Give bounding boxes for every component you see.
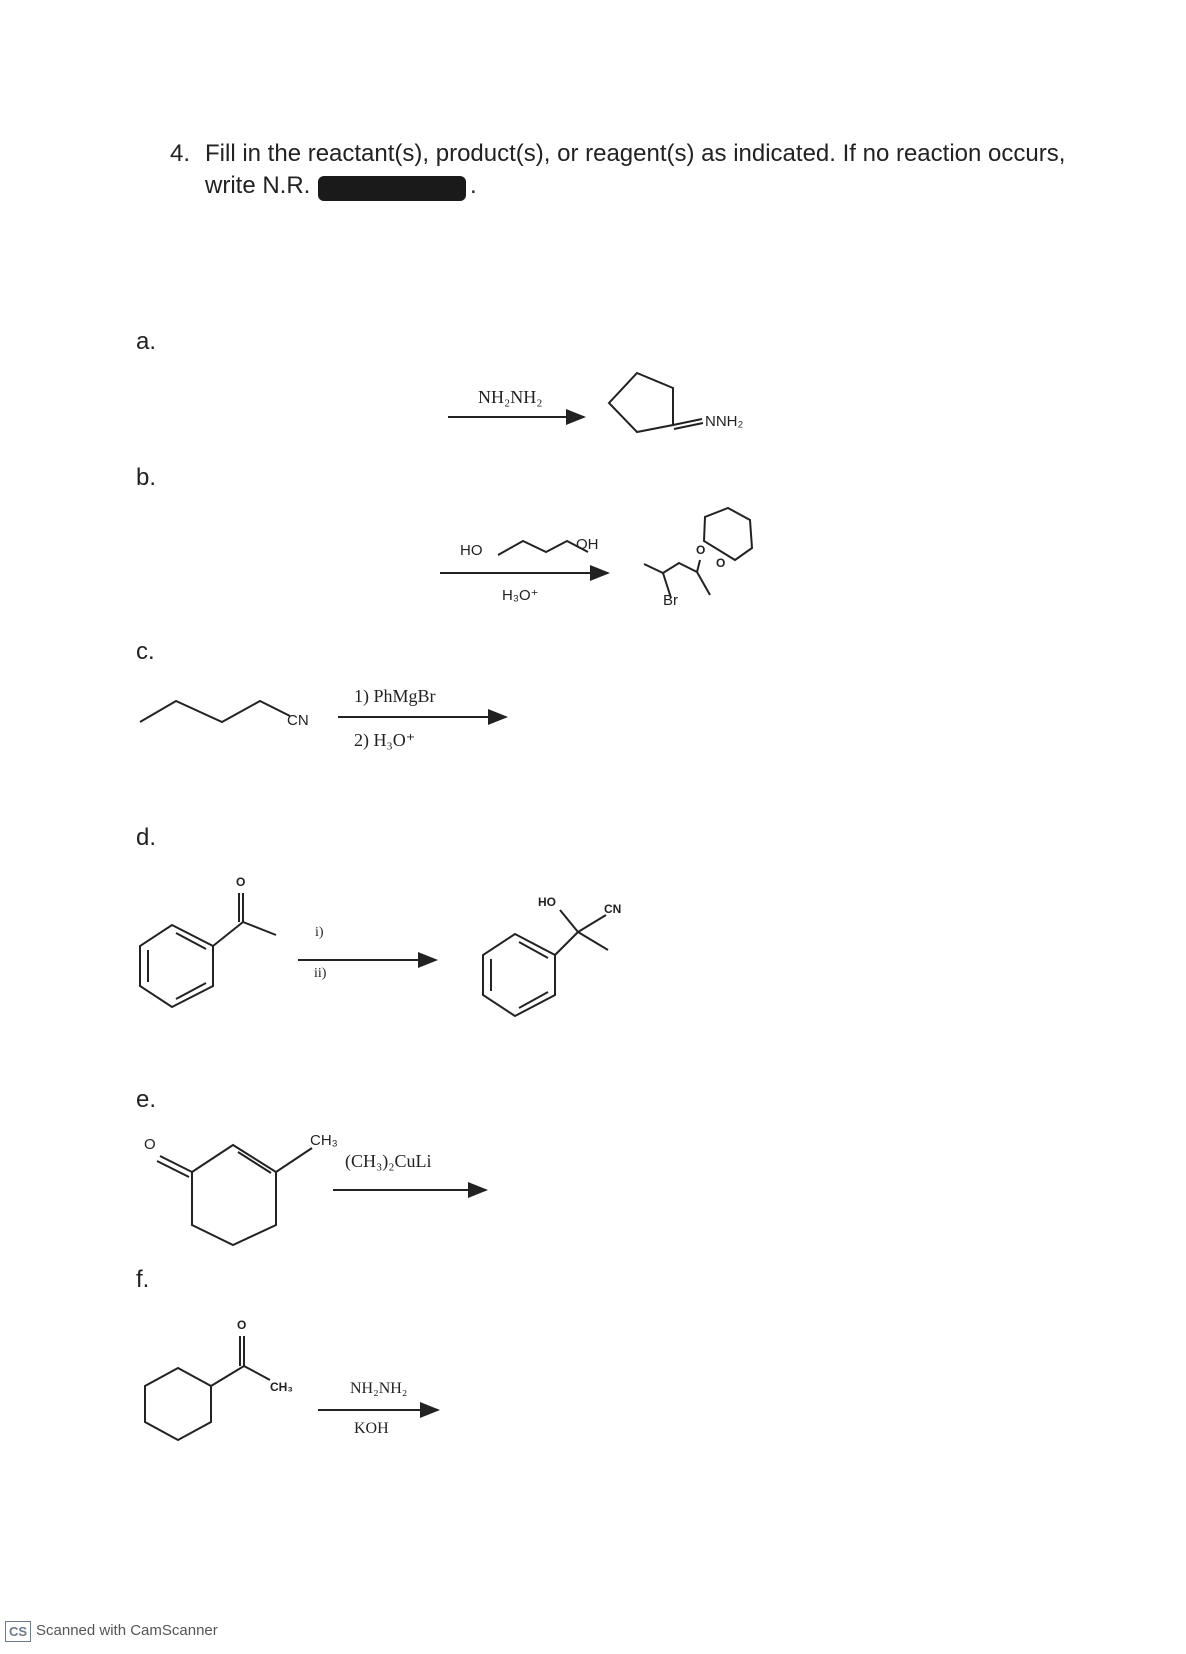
part-b-label: b. [136,464,157,491]
part-c-reagent-2: 2) H₃O⁺ [354,730,416,750]
part-b-o1-label: O [696,543,706,557]
period-mark: . [470,172,477,199]
part-d-cn-label: CN [604,902,622,916]
part-b-oh-label: OH [576,536,599,553]
part-a-product-label: NNH₂ [705,413,744,430]
part-d-label: d. [136,824,157,851]
part-b-br-label: Br [663,592,678,609]
acetal-product-b [644,563,697,573]
diol-chain-b [498,541,588,555]
part-e-reagent: (CH₃)₂CuLi [345,1151,432,1171]
camscanner-logo: CS [5,1621,31,1642]
part-d-o-label: O [236,875,246,889]
part-a-label: a. [136,328,157,355]
part-d-step-1: i) [315,925,324,940]
part-e-label: e. [136,1086,157,1113]
part-b-ho-label: HO [460,542,483,559]
part-c-reagent-1: 1) PhMgBr [354,686,436,706]
part-f-reagent-bottom: KOH [354,1420,389,1437]
question-number: 4. [170,140,191,167]
part-f-o-label: O [237,1318,247,1332]
part-f-ch3-label: CH₃ [270,1380,293,1394]
benzene-ring-d-product [483,934,555,1016]
cyclohexane-ring-f [145,1368,211,1440]
part-c-cn-label: CN [287,712,309,729]
part-e-ch3-label: CH₃ [310,1132,338,1149]
question-text-line2: write N.R. [205,172,311,199]
part-f-label: f. [136,1266,150,1293]
cyclopentane-ring-a [609,373,673,432]
part-b-o2-label: O [716,556,726,570]
part-d-step-2: ii) [314,966,327,981]
part-c-label: c. [136,638,155,665]
cyclohexenone-ring-e [192,1145,276,1245]
part-e-o-label: O [144,1136,156,1153]
part-f-reagent-top: NH₂NH₂ [350,1380,408,1397]
question-text-line1: Fill in the reactant(s), product(s), or reagent(s) as indicated. If no reaction occurs, [205,140,1066,167]
benzene-ring-d [140,925,213,1007]
part-b-acid-reagent: H₃O⁺ [502,587,539,604]
part-a-reagent: NH₂NH₂ [478,387,543,407]
camscanner-text: Scanned with CamScanner [36,1622,218,1639]
part-d-ho-label: HO [538,895,556,909]
nitrile-chain-c [140,701,290,722]
